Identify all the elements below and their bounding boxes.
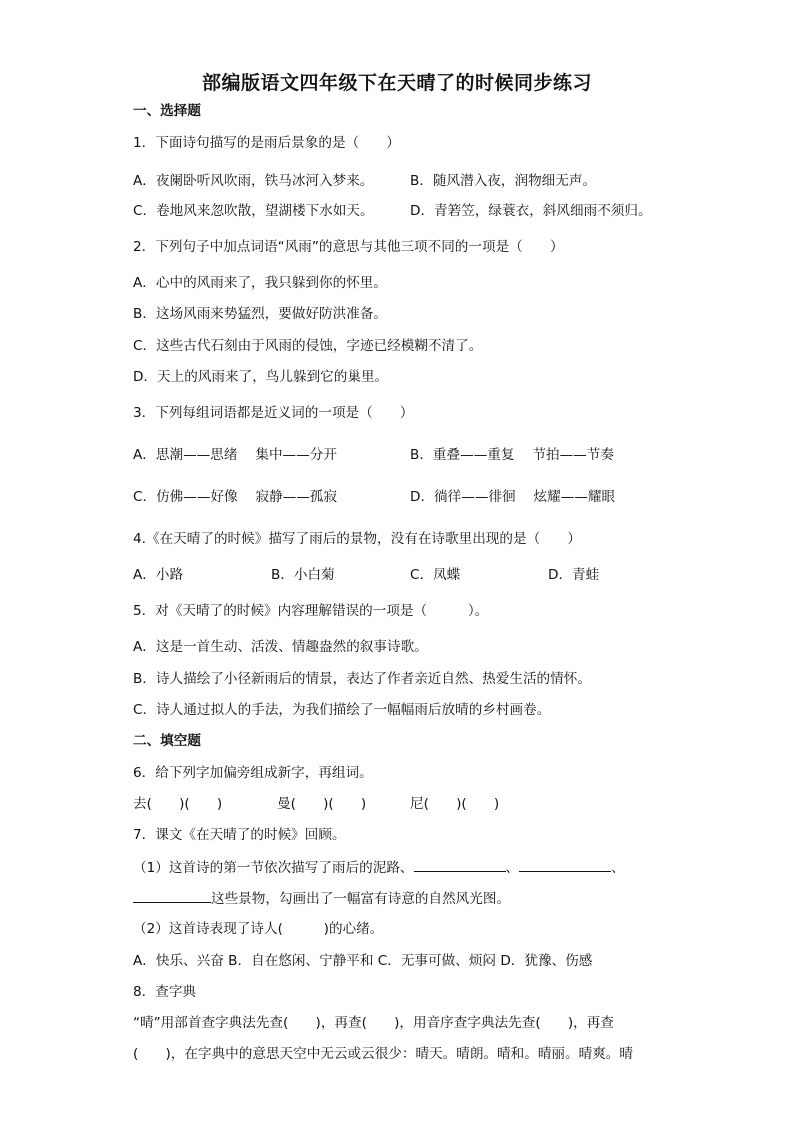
question-1-option-b: B．随风潜入夜，润物细无声。 <box>410 173 597 189</box>
question-6-group-1: 去( )( ) <box>133 796 223 812</box>
question-2-option-c: C．这些古代石刻由于风雨的侵蚀，字迹已经模糊不清了。 <box>133 338 483 354</box>
question-4-option-a: A．小路 <box>133 567 184 583</box>
question-5-option-b: B．诗人描绘了小径新雨后的情景，表达了作者亲近自然、热爱生活的情怀。 <box>133 671 591 687</box>
question-7-part-1 <box>133 857 625 878</box>
question-5-option-a: A．这是一首生动、活泼、情趣盎然的叙事诗歌。 <box>133 639 428 655</box>
question-3-stem: 3．下列每组词语都是近义词的一项是（ ） <box>133 405 414 421</box>
question-7-part-1-cont <box>133 888 510 909</box>
blank-separator: 、 <box>505 860 520 876</box>
question-2-stem: 2．下列句子中加点词语“风雨”的意思与其他三项不同的一项是（ ） <box>133 239 564 255</box>
question-2-option-d: D．天上的风雨来了，鸟儿躲到它的巢里。 <box>133 369 389 385</box>
question-4-option-c: C．凤蝶 <box>410 567 461 583</box>
section-heading-choice: 一、选择题 <box>133 103 201 119</box>
question-8-stem: 8．查字典 <box>133 984 197 1000</box>
question-3-option-b: B．重叠——重复 节拍——节奏 <box>410 447 614 463</box>
blank-line[interactable] <box>414 857 506 872</box>
question-4-option-d: D．青蛙 <box>548 567 600 583</box>
question-8-line-1: “晴”用部首查字典法先查( )，再查( )，用音序查字典法先查( )，再查 <box>133 1015 614 1031</box>
question-7-part-1-text-b: 这些景物，勾画出了一幅富有诗意的自然风光图。 <box>211 891 511 907</box>
question-3-option-a: A．思潮——思绪 集中——分开 <box>133 447 337 463</box>
question-7-stem: 7．课文《在天晴了的时候》回顾。 <box>133 827 346 843</box>
question-5-stem: 5．对《天晴了的时候》内容理解错误的一项是（ ）。 <box>133 603 489 619</box>
question-4-stem: 4.《在天晴了的时候》描写了雨后的景物，没有在诗歌里出现的是（ ） <box>133 531 581 547</box>
question-5-option-c: C．诗人通过拟人的手法，为我们描绘了一幅幅雨后放晴的乡村画卷。 <box>133 702 551 718</box>
page-title: 部编版语文四年级下在天晴了的时候同步练习 <box>201 72 592 94</box>
question-7-part-2: （2）这首诗表现了诗人( )的心绪。 <box>133 921 384 937</box>
question-1-option-a: A．夜阑卧听风吹雨，铁马冰河入梦来。 <box>133 173 374 189</box>
blank-separator: 、 <box>611 860 625 876</box>
question-3-option-c: C．仿佛——好像 寂静——孤寂 <box>133 489 338 505</box>
section-heading-fill: 二、填空题 <box>133 733 201 749</box>
question-1-option-c: C．卷地风来忽吹散，望湖楼下水如天。 <box>133 203 374 219</box>
question-1-stem: 1．下面诗句描写的是雨后景象的是（ ） <box>133 135 400 151</box>
question-6-group-2: 曼( )( ) <box>277 796 367 812</box>
question-7-part-1-text-a: （1）这首诗的第一节依次描写了雨后的泥路、 <box>133 860 414 876</box>
question-4-option-b: B．小白菊 <box>271 567 335 583</box>
question-3-option-d: D．徜徉——徘徊 炫耀——耀眼 <box>410 489 616 505</box>
question-8-line-2: ( )，在字典中的意思天空中无云或云很少：晴天。晴朗。晴和。晴丽。晴爽。晴 <box>133 1046 633 1062</box>
question-7-options: A．快乐、兴奋 B．自在悠闲、宁静平和 C．无事可做、烦闷 D．犹豫、伤感 <box>133 953 593 969</box>
question-2-option-b: B．这场风雨来势猛烈，要做好防洪准备。 <box>133 306 388 322</box>
blank-line[interactable] <box>519 857 611 872</box>
question-1-option-d: D．青箬笠，绿蓑衣，斜风细雨不须归。 <box>410 203 652 219</box>
question-6-group-3: 尼( )( ) <box>410 796 500 812</box>
blank-line[interactable] <box>133 888 211 903</box>
question-6-stem: 6．给下列字加偏旁组成新字，再组词。 <box>133 765 373 781</box>
question-2-option-a: A．心中的风雨来了，我只躲到你的怀里。 <box>133 275 387 291</box>
